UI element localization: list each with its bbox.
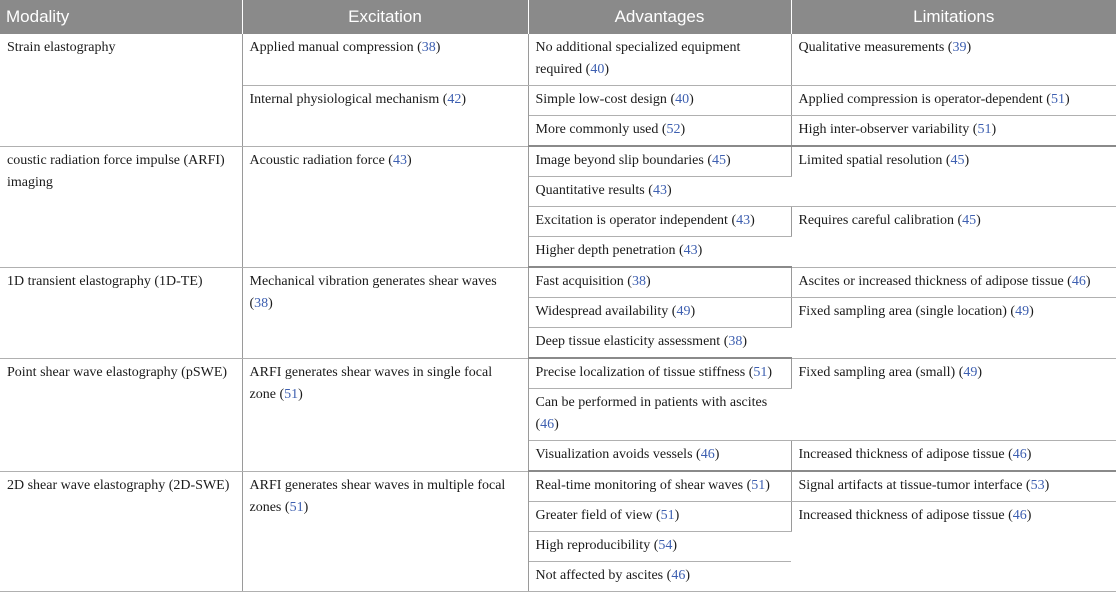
advantage-cell: Deep tissue elasticity assessment (38) xyxy=(528,328,791,359)
reference-link[interactable]: 40 xyxy=(590,62,605,77)
reference-link[interactable]: 46 xyxy=(1012,447,1027,462)
modality-cell xyxy=(0,358,242,471)
excitation-cell: Mechanical vibration generates shear waves (38) xyxy=(242,267,528,358)
reference-link[interactable]: 39 xyxy=(952,40,967,55)
limitation-cell: Applied compression is operator-dependent (51) xyxy=(791,86,1116,116)
advantage-cell: Simple low-cost design (40) xyxy=(528,86,791,116)
reference-link[interactable]: 38 xyxy=(631,274,646,289)
advantage-cell: Quantitative results (43) xyxy=(528,177,791,207)
advantage-cell: Widespread availability (49) xyxy=(528,298,791,328)
advantage-cell: No additional specialized equipment required (40) xyxy=(528,34,791,86)
limitation-cell: Requires careful calibration (45) xyxy=(791,207,1116,268)
excitation-cell: ARFI generates shear waves in single focal zone (51) xyxy=(242,358,528,471)
reference-link[interactable]: 46 xyxy=(700,447,715,462)
reference-link[interactable]: 54 xyxy=(658,538,673,553)
reference-link[interactable]: 38 xyxy=(728,334,743,349)
limitation-cell: Qualitative measurements (39) xyxy=(791,34,1116,86)
reference-link[interactable]: 46 xyxy=(671,568,686,583)
modality-text: 1D transient elastography (1D-TE) xyxy=(7,273,203,289)
excitation-cell: ARFI generates shear waves in multiple focal zones (51) xyxy=(242,471,528,592)
advantage-cell: Higher depth penetration (43) xyxy=(528,237,791,268)
advantage-cell: Not affected by ascites (46) xyxy=(528,562,791,592)
reference-link[interactable]: 51 xyxy=(1050,92,1065,107)
reference-link[interactable]: 43 xyxy=(652,183,667,198)
advantage-cell: Visualization avoids vessels (46) xyxy=(528,441,791,472)
table-row xyxy=(0,146,1116,177)
reference-link[interactable]: 38 xyxy=(254,295,269,311)
modality-cell xyxy=(0,471,242,592)
limitation-cell: Fixed sampling area (small) (49) xyxy=(791,358,1116,441)
table-row xyxy=(0,267,1116,298)
reference-link[interactable]: 45 xyxy=(950,153,965,168)
limitation-cell: High inter-observer variability (51) xyxy=(791,116,1116,147)
reference-link[interactable]: 40 xyxy=(675,92,690,107)
modality-text: Point shear wave elastography (pSWE) xyxy=(7,364,228,380)
reference-link[interactable]: 49 xyxy=(963,364,978,380)
advantage-cell: Precise localization of tissue stiffness (51) xyxy=(528,358,791,389)
advantage-cell: Can be performed in patients with ascites (46) xyxy=(528,389,791,441)
advantage-cell: Greater field of view (51) xyxy=(528,502,791,532)
reference-link[interactable]: 49 xyxy=(676,304,691,319)
reference-link[interactable]: 46 xyxy=(1012,508,1027,523)
reference-link[interactable]: 38 xyxy=(421,40,436,55)
table-row xyxy=(0,34,1116,86)
limitation-cell: Signal artifacts at tissue-tumor interface (53) xyxy=(791,471,1116,502)
reference-link[interactable]: 49 xyxy=(1015,304,1030,319)
table-row xyxy=(0,358,1116,389)
excitation-cell: Applied manual compression (38) xyxy=(242,34,528,86)
limitation-cell: Fixed sampling area (single location) (49) xyxy=(791,298,1116,359)
advantage-cell: Fast acquisition (38) xyxy=(528,267,791,298)
reference-link[interactable]: 51 xyxy=(289,499,304,515)
limitation-cell: Increased thickness of adipose tissue (46) xyxy=(791,502,1116,592)
modality-text: 2D shear wave elastography (2D-SWE) xyxy=(7,477,230,493)
reference-link[interactable]: 51 xyxy=(753,365,768,380)
advantage-cell: Excitation is operator independent (43) xyxy=(528,207,791,237)
table-row xyxy=(0,471,1116,502)
limitation-cell: Increased thickness of adipose tissue (46) xyxy=(791,441,1116,472)
reference-link[interactable]: 53 xyxy=(1030,478,1045,493)
reference-link[interactable]: 45 xyxy=(962,213,977,228)
reference-link[interactable]: 51 xyxy=(284,386,299,402)
modality-text: coustic radiation force impulse (ARFI) imaging xyxy=(7,152,225,190)
modality-cell xyxy=(0,146,242,267)
reference-link[interactable]: 51 xyxy=(660,508,675,523)
reference-link[interactable]: 52 xyxy=(666,122,681,137)
advantage-cell: Image beyond slip boundaries (45) xyxy=(528,146,791,177)
advantage-cell: Real-time monitoring of shear waves (51) xyxy=(528,471,791,502)
header-limitations: Limitations xyxy=(791,0,1116,34)
limitation-cell: Ascites or increased thickness of adipose tissue (46) xyxy=(791,267,1116,298)
reference-link[interactable]: 42 xyxy=(447,92,462,107)
modality-cell xyxy=(0,34,242,146)
reference-link[interactable]: 46 xyxy=(540,417,555,432)
excitation-cell: Acoustic radiation force (43) xyxy=(242,146,528,267)
modality-text: Strain elastography xyxy=(7,40,116,55)
modality-cell xyxy=(0,267,242,358)
excitation-cell: Internal physiological mechanism (42) xyxy=(242,86,528,147)
limitation-cell: Limited spatial resolution (45) xyxy=(791,146,1116,207)
reference-link[interactable]: 51 xyxy=(751,478,766,493)
reference-link[interactable]: 46 xyxy=(1071,273,1086,289)
reference-link[interactable]: 45 xyxy=(712,153,727,168)
header-row xyxy=(0,0,1116,34)
reference-link[interactable]: 43 xyxy=(683,243,698,258)
reference-link[interactable]: 43 xyxy=(736,213,751,228)
header-advantages: Advantages xyxy=(528,0,791,34)
header-excitation: Excitation xyxy=(242,0,528,34)
advantage-cell: More commonly used (52) xyxy=(528,116,791,147)
header-modality: Modality xyxy=(0,0,242,34)
reference-link[interactable]: 51 xyxy=(977,122,992,137)
advantage-cell: High reproducibility (54) xyxy=(528,532,791,562)
reference-link[interactable]: 43 xyxy=(392,152,407,168)
